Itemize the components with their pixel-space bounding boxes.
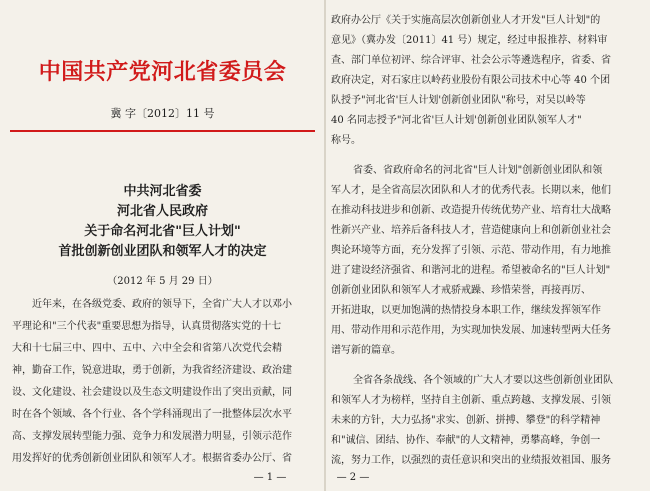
body-line: 意见》（冀办发〔2011〕41 号）规定，经过申报推荐、材料审 — [331, 35, 608, 46]
title-line: 首批创新创业团队和领军人才的决定 — [58, 244, 267, 259]
body-line: 政府办公厅《关于实施高层次创新创业人才开发"巨人计划"的 — [331, 15, 601, 26]
body-line: 进了建设经济强省、和谐河北的进程。希望被命名的"巨人计划" — [331, 265, 611, 276]
body-line: 高、支撑发展转型能力强、竞争力和发展潜力明显，引领示范作 — [12, 431, 292, 442]
body-line: 未来的方针，大力弘扬"求实、创新、拼搏、攀登"的科学精神 — [331, 415, 601, 426]
body-line: 舆论环境等方面，充分发挥了引领、示范、带动作用，有力地推 — [331, 245, 611, 256]
body-line: 查、部门单位初评、综合评审、社会公示等遴选程序，省委、省 — [331, 55, 611, 66]
document-masthead: 中国共产党河北省委员会 — [38, 60, 287, 85]
decision-date: （2012 年 5 月 29 日） — [107, 276, 218, 287]
body-line: 用发挥好的优秀创新创业团队和领军人才。根据省委办公厅、省 — [12, 453, 292, 464]
body-line: 在推动科技进步和创新、改造提升传统优势产业、培育壮大战略 — [331, 205, 611, 216]
body-line: 全省各条战线、各个领域的广大人才要以这些创新创业团队 — [353, 375, 613, 386]
masthead-red-rule — [10, 130, 315, 132]
body-line: 政府决定，对石家庄以岭药业股份有限公司技术中心等 40 个团 — [331, 75, 611, 86]
title-line: 中共河北省委 — [123, 184, 202, 199]
body-line: 时在各个领域、各个行业、各个学科涌现出了一批整体层次水平 — [12, 409, 292, 420]
body-line: 创新创业团队和领军人才戒骄戒躁、珍惜荣誉，再接再厉、 — [331, 285, 591, 296]
body-line: 队授予"河北省'巨人计划'创新创业团队"称号，对吴以岭等 — [331, 95, 586, 106]
body-line: 流，努力工作，以强烈的责任意识和突出的业绩报效祖国、服务 — [331, 455, 611, 466]
body-line: 省委、省政府命名的河北省"巨人计划"创新创业团队和领 — [353, 165, 603, 176]
body-line: 平理论和"三个代表"重要思想为指导，认真贯彻落实党的十七 — [12, 321, 282, 332]
page-number: — 1 — — [253, 472, 287, 483]
page-number: — 2 — — [336, 472, 370, 483]
body-line: 大和十七届三中、四中、五中、六中全会和省第八次党代会精 — [12, 343, 282, 354]
document-number: 冀 字〔2012〕11 号 — [110, 107, 215, 120]
body-line: 近年来，在各级党委、政府的领导下，全省广大人才以邓小 — [32, 299, 292, 310]
body-line: 神，勤奋工作，锐意进取，勇于创新，为我省经济建设、政治建 — [12, 365, 292, 376]
body-line: 用、带动作用和示范作用，为实现加快发展、加速转型两大任务 — [331, 325, 611, 336]
body-line: 和领军人才为榜样，坚持自主创新、重点跨越、支撑发展、引领 — [331, 395, 611, 406]
body-line: 军人才，是全省高层次团队和人才的优秀代表。长期以来，他们 — [331, 185, 611, 196]
title-line: 河北省人民政府 — [116, 204, 208, 219]
body-line: 开拓进取，以更加饱满的热情投身本职工作，继续发挥领军作 — [331, 305, 601, 316]
title-line: 关于命名河北省"巨人计划" — [84, 224, 241, 239]
decision-title — [0, 182, 325, 262]
body-line: 称号。 — [331, 135, 361, 146]
body-line: 谱写新的篇章。 — [331, 345, 401, 356]
body-line: 和"诚信、团结、协作、奉献"的人文精神，勇攀高峰，争创一 — [331, 435, 601, 446]
page-2 — [325, 0, 650, 491]
body-line: 设、文化建设、社会建设以及生态文明建设作出了突出贡献，同 — [12, 387, 292, 398]
body-line: 40 名同志授予"河北省'巨人计划'创新创业团队领军人才" — [331, 115, 582, 126]
body-line: 性新兴产业、培养后备科技人才，营造健康向上和创新创业社会 — [331, 225, 611, 236]
